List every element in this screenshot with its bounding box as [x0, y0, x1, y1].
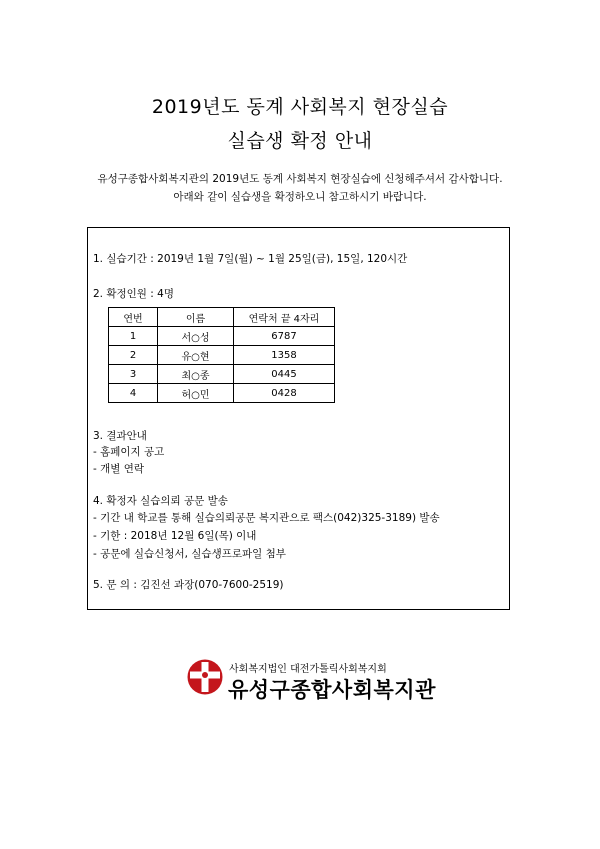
- result-item: - 개별 연락: [93, 463, 145, 475]
- table-header-row: [109, 308, 335, 327]
- table-row: [109, 346, 335, 365]
- table-cell: 1: [109, 327, 158, 346]
- table-cell: 유○현: [158, 346, 234, 365]
- org-parent-name: 사회복지법인 대전가톨릭사회복지회: [229, 664, 387, 675]
- docs-heading: 4. 확정자 실습의뢰 공문 발송: [93, 495, 228, 507]
- table-cell: 최○종: [158, 365, 234, 384]
- docs-item: - 기간 내 학교를 통해 실습의뢰공문 복지관으로 팩스(042)325-3189) 발송: [93, 512, 440, 524]
- confirmed-count: 2. 확정인원 : 4명: [93, 288, 174, 300]
- table-cell: 서○성: [158, 327, 234, 346]
- table-cell: 허○민: [158, 384, 234, 403]
- table-cell: 4: [109, 384, 158, 403]
- column-header: 연락처 끝 4자리: [234, 308, 335, 327]
- table-row: [109, 365, 335, 384]
- intro-line: 아래와 같이 실습생을 확정하오니 참고하시기 바랍니다.: [173, 191, 427, 203]
- contact-info: 5. 문 의 : 김진선 과장(070-7600-2519): [93, 579, 284, 591]
- document-title: 2019년도 동계 사회복지 현장실습: [151, 96, 449, 118]
- details-box: [87, 227, 510, 610]
- column-header: 연번: [109, 308, 158, 327]
- document-subtitle: 실습생 확정 안내: [227, 130, 373, 152]
- result-heading: 3. 결과안내: [93, 430, 147, 442]
- docs-item: - 공문에 실습신청서, 실습생프로파일 첨부: [93, 548, 286, 560]
- student-table: [108, 307, 335, 403]
- table-cell: 0445: [234, 365, 335, 384]
- org-name: 유성구종합사회복지관: [228, 678, 436, 702]
- cross-emblem-icon: [186, 658, 224, 696]
- docs-item: - 기한 : 2018년 12월 6일(목) 이내: [93, 530, 257, 542]
- table-cell: 6787: [234, 327, 335, 346]
- table-cell: 0428: [234, 384, 335, 403]
- table-row: [109, 384, 335, 403]
- organization-logo: [186, 658, 436, 702]
- table-cell: 1358: [234, 346, 335, 365]
- practicum-period: 1. 실습기간 : 2019년 1월 7일(월) ~ 1월 25일(금), 15일, 120시간: [93, 253, 408, 265]
- table-cell: 3: [109, 365, 158, 384]
- result-item: - 홈페이지 공고: [93, 446, 165, 458]
- table-cell: 2: [109, 346, 158, 365]
- column-header: 이름: [158, 308, 234, 327]
- table-row: [109, 327, 335, 346]
- intro-line: 유성구종합사회복지관의 2019년도 동계 사회복지 현장실습에 신청해주셔서 감사합니다.: [97, 173, 503, 185]
